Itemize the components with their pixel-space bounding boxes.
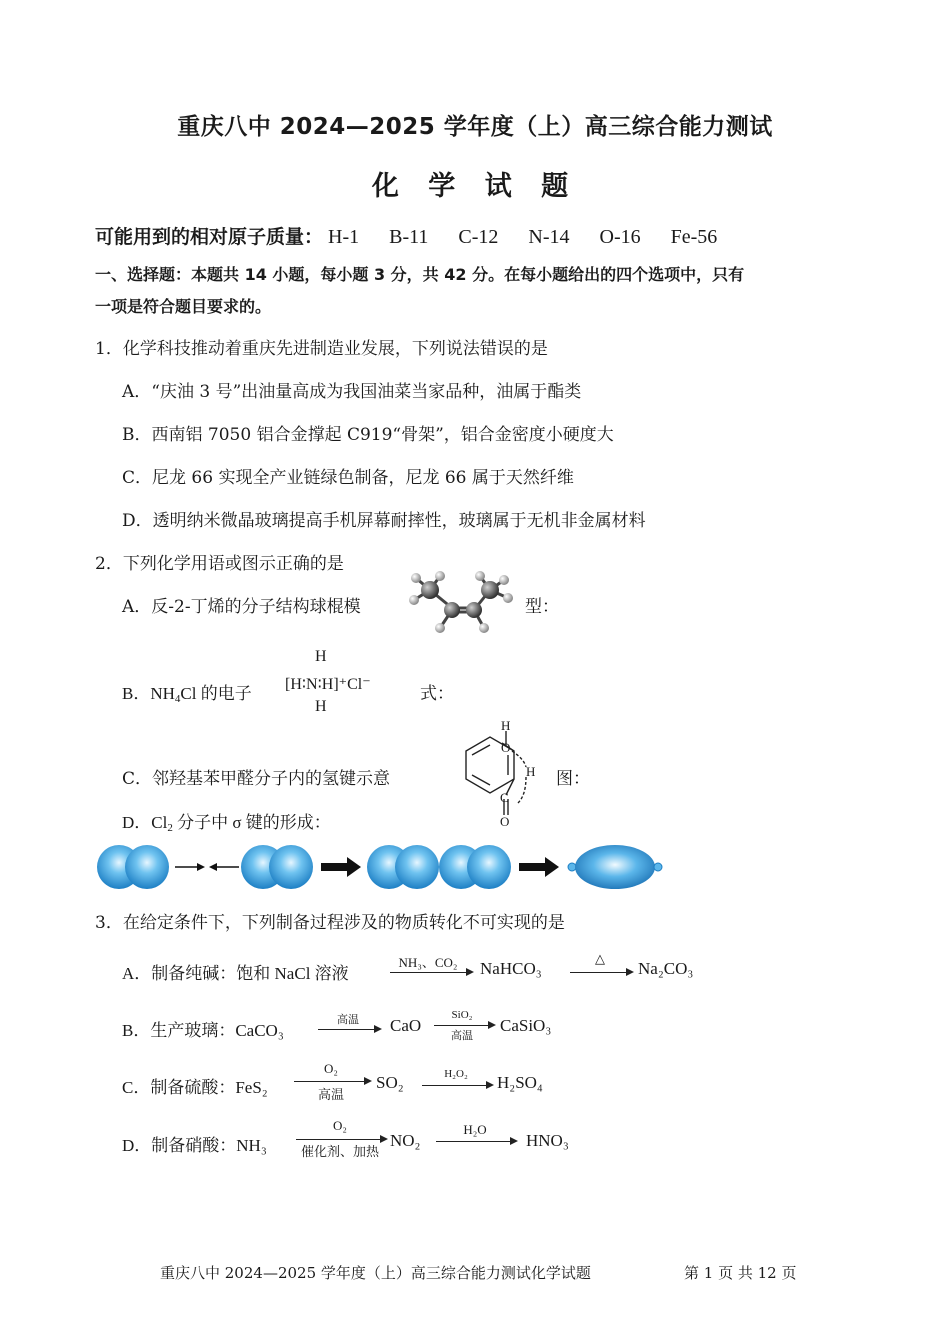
q3-a-product2: Na₂CO₃ [638,959,694,978]
footer-page-number: 第 1 页 共 12 页 [684,1264,797,1282]
q3-option-a-label: A．制备纯碱：饱和 NaCl 溶液 [122,964,349,983]
hbond-h-label: H [501,718,511,733]
q3-d-arrowhead2 [510,1137,518,1145]
nh4cl-h-top: H [315,648,327,665]
hbond-o2-label: O [500,814,510,829]
section-instructions-line1: 一、选择题：本题共 14 小题，每小题 3 分，共 42 分。在每小题给出的四个选项中，只有 [95,265,745,284]
butene-ball-stick-model [400,568,520,638]
q3-b-product1: CaO [390,1016,422,1035]
q3-option-b-label: B．生产玻璃：CaCO₃ [122,1021,284,1040]
q3-b-condition2-bottom: 高温 [451,1029,473,1042]
q3-c-condition1-top: O₂ [324,1061,338,1076]
q2-b-prefix: B．NH [122,684,175,703]
q2-stem: 2．下列化学用语或图示正确的是 [95,554,344,574]
q3-a-product1: NaHCO₃ [480,959,542,978]
q3-b-product2: CaSiO₃ [500,1016,552,1035]
q3-option-d-label: D．制备硝酸：NH₃ [122,1136,267,1155]
q2-option-b-text [122,679,252,705]
section-instructions-line2: 一项是符合题目要求的。 [95,297,272,316]
q1-stem: 1．化学科技推动着重庆先进制造业发展，下列说法错误的是 [95,339,548,359]
hbond-h2-label: H [526,764,536,779]
q1-option-d: D．透明纳米微晶玻璃提高手机屏幕耐摔性，玻璃属于无机非金属材料 [122,511,646,531]
q3-d-product2: HNO₃ [526,1131,569,1150]
q3-d-arrow2 [436,1141,512,1142]
page-title: 重庆八中 2024—2025 学年度（上）高三综合能力测试 [177,114,773,140]
q3-a-condition1: NH₃、CO₂ [398,955,458,970]
q3-c-arrowhead2 [486,1081,494,1089]
page-subtitle: 化 学 试 题 [371,171,579,202]
q3-a-arrowhead1 [466,968,474,976]
atomic-mass-item: O-16 [599,226,641,248]
q1-option-c: C．尼龙 66 实现全产业链绿色制备，尼龙 66 属于天然纤维 [122,468,574,488]
q2-b-sub: 4 [174,693,181,705]
q2-d-suffix: 分子中 σ 键的形成： [172,813,331,832]
q3-c-arrow2 [422,1085,488,1086]
q3-c-condition2: H₂O₂ [444,1068,468,1080]
atomic-mass-item: C-12 [458,226,499,248]
nh4cl-electron-formula: [H∶N∶H]⁺Cl⁻ [285,676,371,693]
atomic-mass-item: Fe-56 [670,226,718,248]
q3-c-condition1-bottom: 高温 [317,1088,344,1103]
atomic-mass-item: H-1 [328,226,360,248]
hbond-c-label: C [500,790,509,805]
q3-b-arrowhead1 [374,1025,382,1033]
q2-option-d-text [122,808,331,834]
q3-d-product1: NO₂ [390,1131,421,1150]
atomic-mass-item: N-14 [528,226,570,248]
q1-option-a: A．“庆油 3 号”出油量高成为我国油菜当家品种，油属于酯类 [122,382,582,402]
q2-d-prefix: D．Cl [122,813,168,832]
q3-d-condition2: H₂O [463,1122,487,1137]
q3-b-arrow2 [434,1025,490,1026]
q3-a-arrow2 [570,972,628,973]
q2-option-a-suffix: 型： [525,597,559,617]
q2-option-c-suffix: 图： [556,769,590,789]
atomic-mass-label: 可能用到的相对原子质量： [95,226,324,248]
q3-a-condition2: △ [595,952,605,967]
q3-d-arrow1 [296,1139,382,1140]
q3-c-product2: H₂SO₄ [497,1073,543,1092]
q3-b-condition1: 高温 [337,1013,359,1026]
q2-option-a-text: A．反-2-丁烯的分子结构球棍模 [122,597,361,617]
q3-option-c-label: C．制备硫酸：FeS₂ [122,1078,268,1097]
q2-b-mid: Cl 的电子 [180,684,252,703]
q2-option-c-text: C．邻羟基苯甲醛分子内的氢键示意 [122,769,391,789]
footer-title: 重庆八中 2024—2025 学年度（上）高三综合能力测试化学试题 [160,1264,591,1282]
q3-b-condition2-top: SiO₂ [451,1009,473,1021]
q3-d-condition1-top: O₂ [333,1118,347,1133]
q3-c-arrow1 [294,1081,366,1082]
q2-d-sub: 2 [167,822,173,834]
q2-option-b-suffix: 式： [420,684,454,704]
hbond-o-label: O [501,740,511,755]
q3-stem: 3．在给定条件下，下列制备过程涉及的物质转化不可实现的是 [95,913,565,933]
atomic-mass-line [95,222,747,249]
q3-c-product1: SO₂ [376,1073,404,1092]
q3-a-arrow1 [390,972,468,973]
sigma-bond-formation-diagram [95,840,675,896]
q3-d-condition1-bottom: 催化剂、加热 [300,1145,379,1160]
q3-b-arrow1 [318,1029,376,1030]
q1-option-b: B．西南铝 7050 铝合金撑起 C919“骨架”，铝合金密度小硬度大 [122,425,614,445]
atomic-mass-item: B-11 [389,226,429,248]
q3-a-arrowhead2 [626,968,634,976]
nh4cl-h-bottom: H [315,698,327,715]
